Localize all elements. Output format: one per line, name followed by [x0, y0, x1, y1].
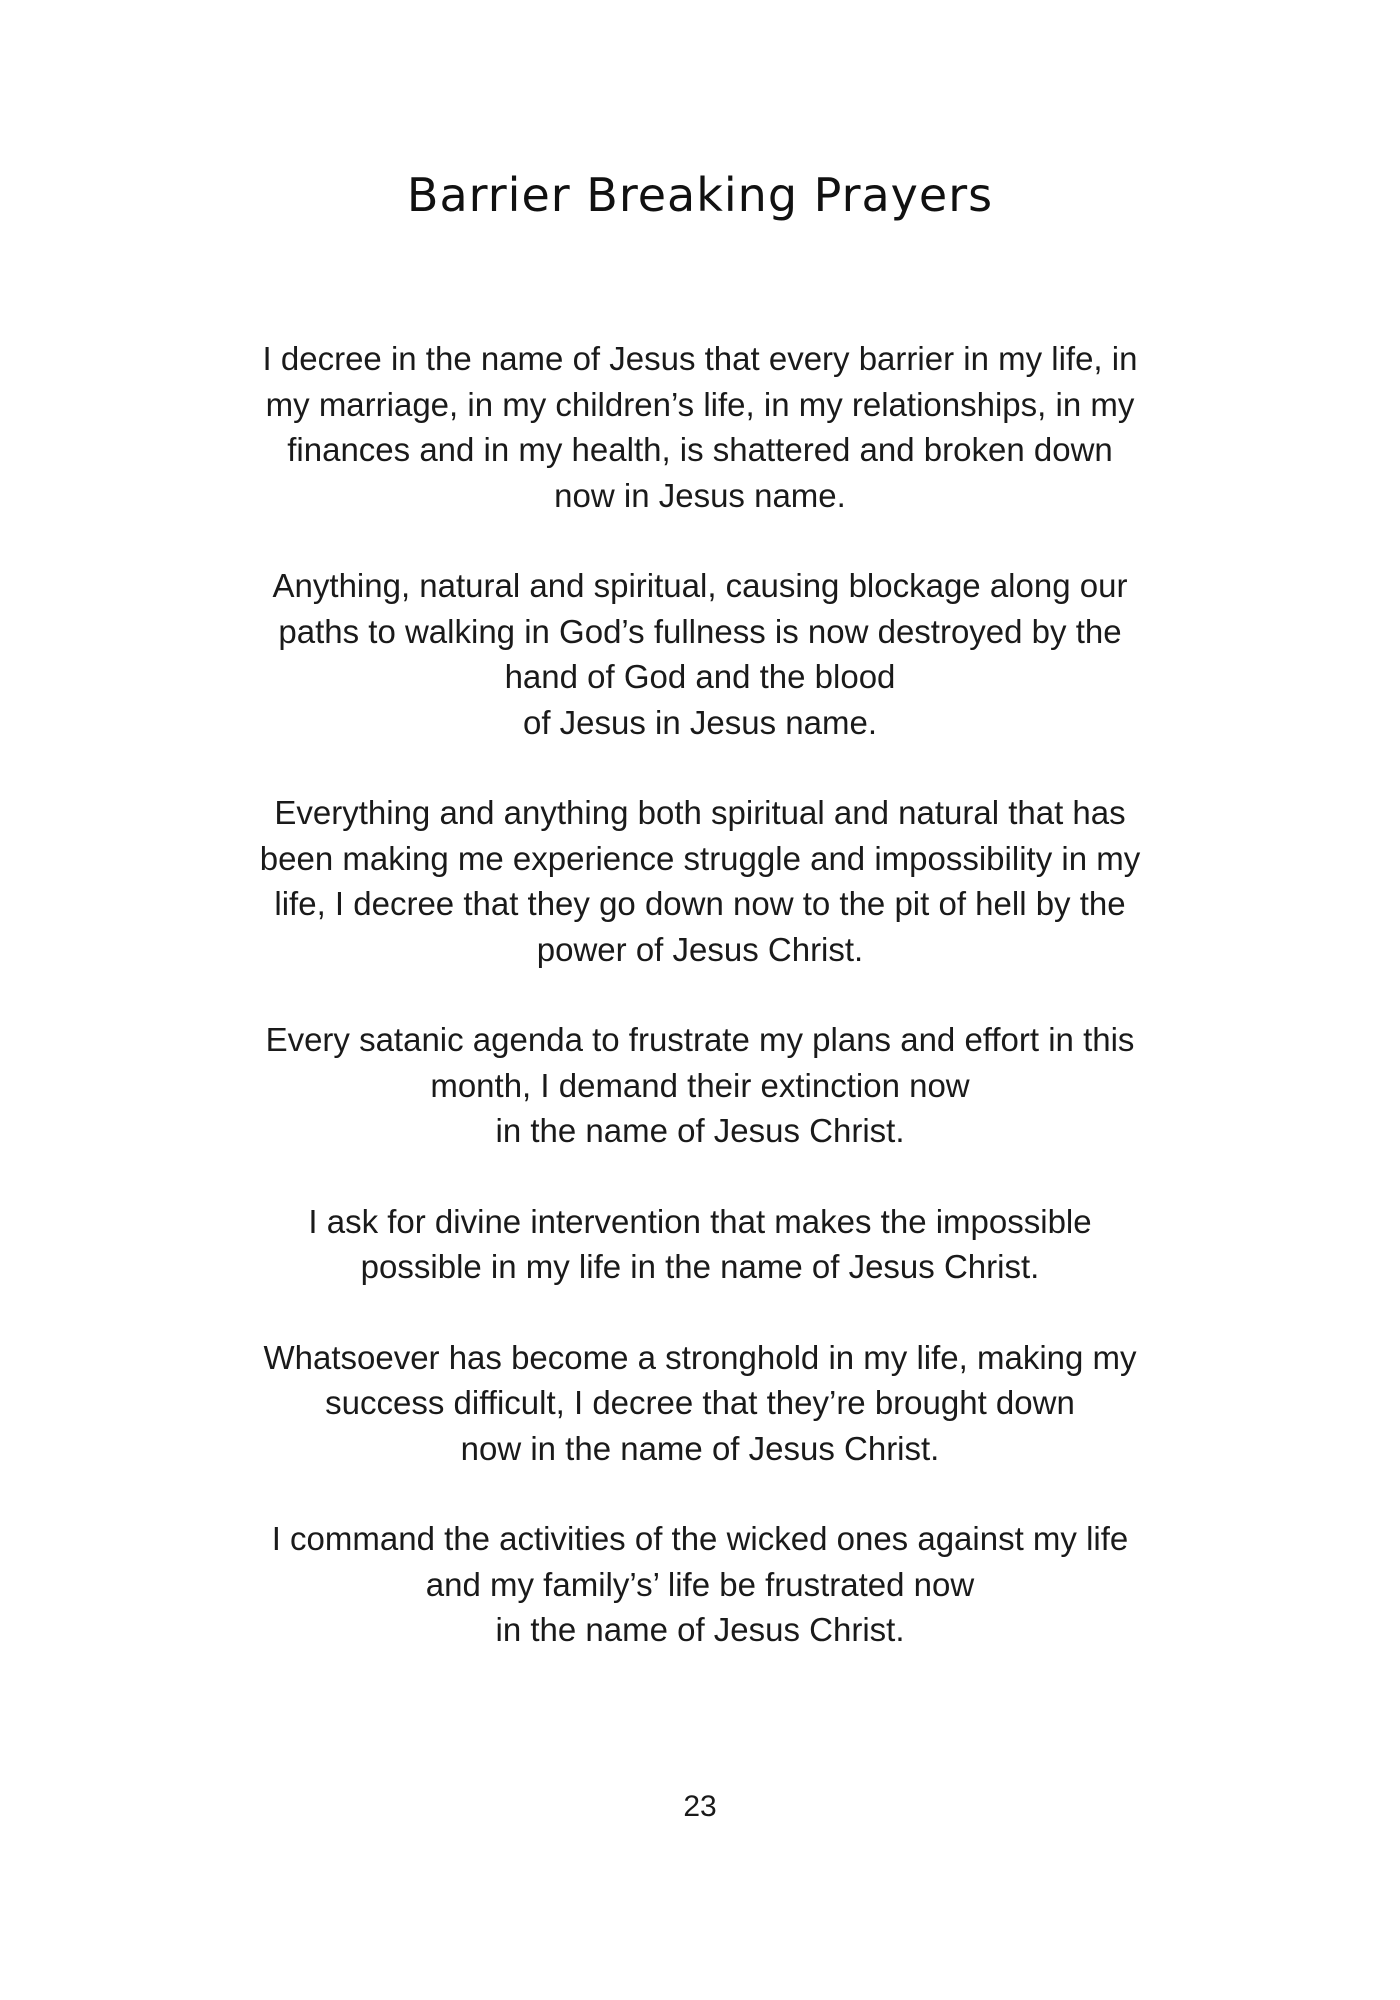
prayer-line: I command the activities of the wicked ones against my life	[271, 1520, 1129, 1557]
prayer-line: power of Jesus Christ.	[536, 930, 864, 968]
prayer-paragraph-4	[200, 1017, 1200, 1154]
prayer-line: my marriage, in my children’s life, in my relationships, in my	[265, 385, 1135, 423]
page-number: 23	[683, 1790, 717, 1823]
prayer-paragraph-6	[200, 1335, 1200, 1472]
prayer-line: now in Jesus name.	[554, 476, 846, 514]
prayer-line: Every satanic agenda to frustrate my plans and effort in this	[265, 1021, 1135, 1058]
prayer-line: finances and in my health, is shattered and broken down	[287, 431, 1113, 468]
prayer-line: been making me experience struggle and impossibility in my	[259, 839, 1141, 877]
prayer-paragraph-7	[200, 1516, 1200, 1653]
prayer-line: Whatsoever has become a stronghold in my life, making my	[263, 1338, 1137, 1376]
prayer-paragraph-3	[200, 790, 1200, 972]
prayer-line: of Jesus in Jesus name.	[522, 703, 877, 741]
prayer-line: in the name of Jesus Christ.	[495, 1112, 905, 1149]
prayer-line: now in the name of Jesus Christ.	[460, 1429, 940, 1467]
prayer-line: Everything and anything both spiritual and natural that has	[274, 794, 1126, 831]
prayer-line: I ask for divine intervention that makes the impossible	[308, 1202, 1092, 1240]
prayer-line: possible in my life in the name of Jesus Christ.	[360, 1248, 1040, 1285]
prayer-paragraph-5	[200, 1199, 1200, 1290]
prayer-line: life, I decree that they go down now to the pit of hell by the	[274, 885, 1126, 922]
page-title: Barrier Breaking Prayers	[406, 168, 994, 222]
prayer-line: in the name of Jesus Christ.	[495, 1611, 905, 1648]
prayer-paragraph-1	[200, 336, 1200, 518]
prayer-line: and my family’s’ life be frustrated now	[425, 1565, 975, 1603]
prayer-line: hand of God and the blood	[504, 658, 896, 695]
prayer-line: I decree in the name of Jesus that every barrier in my life, in	[262, 340, 1138, 377]
prayer-body	[200, 336, 1200, 1698]
prayer-line: success difficult, I decree that they’re brought down	[325, 1384, 1075, 1421]
prayer-paragraph-2	[200, 563, 1200, 745]
prayer-line: month, I demand their extinction now	[430, 1066, 970, 1104]
prayer-line: Anything, natural and spiritual, causing blockage along our	[272, 567, 1128, 604]
prayer-line: paths to walking in God’s fullness is now destroyed by the	[278, 612, 1122, 650]
